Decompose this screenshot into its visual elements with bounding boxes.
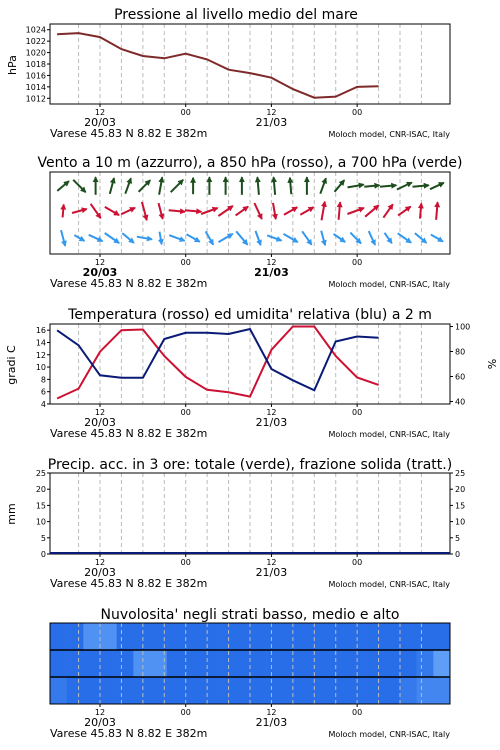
cloud-cell <box>83 677 100 704</box>
wind-700-arrow <box>348 185 364 188</box>
y-tick-label: 0 <box>455 550 461 559</box>
x-tick-label: 00 <box>180 408 191 417</box>
humidity-line <box>57 329 379 390</box>
cloud-cell <box>433 677 450 704</box>
wind-700-arrow <box>110 178 114 194</box>
cloud-cell <box>383 623 400 650</box>
y-tick-label: 1012 <box>25 94 46 104</box>
wind-850-arrow <box>72 209 87 213</box>
wind-700-arrow <box>413 185 429 186</box>
cloud-cell <box>417 650 434 677</box>
wind-700-arrow <box>57 181 69 191</box>
wind-700-arrow <box>159 177 162 194</box>
cloud-title: Nuvolosita' negli strati basso, medio e alto <box>100 607 400 623</box>
wind-10m-arrow <box>321 231 325 246</box>
wind-850-arrow <box>105 207 119 215</box>
model-credit: Moloch model, CNR-ISAC, Italy <box>328 580 450 589</box>
cloud-cell <box>283 650 300 677</box>
x-tick-label: 12 <box>266 558 277 567</box>
wind-850-arrow <box>365 205 379 216</box>
cloud-cell <box>50 677 67 704</box>
cloud-cell <box>400 650 417 677</box>
x-tick-label: 12 <box>94 558 106 567</box>
model-credit: Moloch model, CNR-ISAC, Italy <box>328 130 450 139</box>
cloud-cell <box>400 677 417 704</box>
cloud-cell <box>83 650 100 677</box>
wind-10m-arrow <box>385 233 392 243</box>
y-tick-label: 10 <box>35 363 46 373</box>
cloud-cell <box>67 677 84 704</box>
x-tick-label: 00 <box>352 708 363 717</box>
wind-850-arrow <box>339 202 341 220</box>
cloud-cell <box>283 623 300 650</box>
wind-850-arrow <box>218 206 232 216</box>
location-label: Varese 45.83 N 8.82 E 382m <box>50 727 208 740</box>
wind-850-arrow <box>121 208 135 214</box>
wind-10m-arrow <box>302 231 311 244</box>
wind-10m-arrow <box>256 231 261 245</box>
wind-700-arrow <box>290 178 291 194</box>
date-label: 21/03 <box>255 716 288 729</box>
x-tick-label: 12 <box>266 708 277 717</box>
wind-10m-arrow <box>74 235 84 241</box>
date-label: 20/03 <box>84 716 116 729</box>
x-tick-label: 12 <box>94 258 106 267</box>
y-tick-label: 0 <box>40 550 46 559</box>
wind-700-arrow <box>364 185 379 186</box>
cloud-cell <box>250 623 267 650</box>
wind-10m-arrow <box>267 235 281 240</box>
cloud-cell <box>350 623 367 650</box>
wind-700-arrow <box>274 177 276 195</box>
location-label: Varese 45.83 N 8.82 E 382m <box>50 427 208 440</box>
cloud-cell <box>233 623 250 650</box>
x-tick-label: 00 <box>180 558 191 567</box>
wind-700-arrow <box>125 178 131 193</box>
wind-10m-arrow <box>187 234 200 242</box>
model-credit: Moloch model, CNR-ISAC, Italy <box>328 730 450 739</box>
model-credit: Moloch model, CNR-ISAC, Italy <box>328 280 450 289</box>
y-tick-label: 4 <box>40 400 46 409</box>
y-tick-label: 5 <box>455 533 461 543</box>
cloud-cell <box>317 623 334 650</box>
x-tick-label: 00 <box>352 558 363 567</box>
wind-850-arrow <box>63 205 64 218</box>
wind-10m-arrow <box>169 235 184 241</box>
cloud-cell <box>350 650 367 677</box>
plot-frame <box>50 24 450 104</box>
y-tick-label: 20 <box>455 485 466 495</box>
wind-10m-arrow <box>61 230 65 246</box>
y-tick-label: 15 <box>35 501 46 511</box>
wind-10m-arrow <box>350 233 361 244</box>
date-label: 21/03 <box>254 266 289 279</box>
cloud-cell <box>133 677 150 704</box>
cloud-cell <box>250 677 267 704</box>
cloud-cell <box>117 677 134 704</box>
wind-850-arrow <box>273 203 276 219</box>
pressure-ylabel: hPa <box>6 55 19 75</box>
cloud-cell <box>50 623 67 650</box>
cloud-cell <box>100 623 117 650</box>
wind-700-arrow <box>380 185 396 186</box>
location-label: Varese 45.83 N 8.82 E 382m <box>50 577 208 590</box>
cloud-panel <box>50 623 450 740</box>
y-tick-label: 25 <box>35 469 46 478</box>
wind-700-arrow <box>320 178 326 193</box>
wind-10m-arrow <box>415 233 427 243</box>
precip-panel <box>36 469 465 590</box>
pressure-panel <box>26 24 451 140</box>
cloud-cell <box>167 650 184 677</box>
y-tick-label: 25 <box>455 469 466 478</box>
cloud-cell <box>383 677 400 704</box>
x-tick-label: 00 <box>180 258 191 267</box>
y-tick-label: 1020 <box>25 48 46 58</box>
wind-10m-arrow <box>219 234 233 242</box>
cloud-cell <box>217 623 234 650</box>
cloud-cell <box>317 677 334 704</box>
model-credit: Moloch model, CNR-ISAC, Italy <box>328 430 450 439</box>
date-label: 21/03 <box>255 566 288 579</box>
cloud-cell <box>83 623 100 650</box>
wind-10m-arrow <box>236 231 247 244</box>
precip-ylabel: mm <box>5 503 18 525</box>
cloud-cell <box>367 677 384 704</box>
y-tick-label: 1016 <box>25 71 46 81</box>
cloud-cell <box>267 677 284 704</box>
precip-title: Precip. acc. in 3 ore: totale (verde), frazione solida (tratt.) <box>47 457 453 473</box>
y-tick-label: 100 <box>455 322 471 332</box>
date-label: 21/03 <box>255 116 288 129</box>
x-tick-label: 12 <box>266 408 277 417</box>
temperature-line <box>57 327 379 399</box>
cloud-cell <box>50 650 67 677</box>
y-tick-label: 8 <box>40 375 46 385</box>
wind-850-arrow <box>436 202 438 220</box>
wind-10m-arrow <box>122 233 134 243</box>
x-tick-label: 12 <box>266 258 277 267</box>
date-label: 20/03 <box>84 416 116 429</box>
wind-850-arrow <box>236 207 249 216</box>
temp-title: Temperatura (rosso) ed umidita' relativa (blu) a 2 m <box>68 307 432 323</box>
cloud-cell <box>100 650 117 677</box>
wind-850-arrow <box>383 204 392 217</box>
date-label: 21/03 <box>255 416 288 429</box>
wind-700-arrow <box>139 180 151 192</box>
x-tick-label: 00 <box>352 258 363 267</box>
y-tick-label: 1018 <box>25 60 46 69</box>
y-tick-label: 15 <box>455 501 466 511</box>
cloud-cell <box>167 623 184 650</box>
cloud-cell <box>67 650 84 677</box>
pressure-line <box>57 33 379 98</box>
y-tick-label: 60 <box>455 372 466 382</box>
wind-850-arrow <box>254 203 261 219</box>
cloud-cell <box>117 623 134 650</box>
wind-700-arrow <box>257 177 259 195</box>
cloud-cell <box>200 623 217 650</box>
x-tick-label: 12 <box>94 408 106 417</box>
y-tick-label: 40 <box>455 397 466 407</box>
wind-10m-arrow <box>431 235 443 242</box>
cloud-cell <box>217 650 234 677</box>
x-tick-label: 00 <box>352 408 363 417</box>
cloud-cell <box>433 623 450 650</box>
cloud-cell <box>100 677 117 704</box>
y-tick-label: 6 <box>40 387 46 397</box>
pressure-title: Pressione al livello medio del mare <box>114 7 358 23</box>
y-tick-label: 10 <box>35 517 46 527</box>
wind-10m-arrow <box>284 234 298 242</box>
wind-850-arrow <box>159 203 163 219</box>
date-label: 20/03 <box>82 266 118 279</box>
x-tick-label: 00 <box>352 108 363 117</box>
y-tick-label: 80 <box>455 347 466 357</box>
wind-850-arrow <box>420 203 421 218</box>
y-tick-label: 1014 <box>25 82 46 92</box>
y-tick-label: 14 <box>35 338 46 348</box>
wind-850-arrow <box>169 210 185 211</box>
plot-frame <box>50 324 450 404</box>
cloud-cell <box>417 677 434 704</box>
wind-10m-arrow <box>369 231 375 245</box>
cloud-cell <box>433 650 450 677</box>
wind-title: Vento a 10 m (azzurro), a 850 hPa (rosso), a 700 hPa (verde) <box>37 155 463 171</box>
y-tick-label: 12 <box>35 350 46 360</box>
cloud-cell <box>200 650 217 677</box>
cloud-cell <box>117 650 134 677</box>
cloud-cell <box>383 650 400 677</box>
cloud-cell <box>283 677 300 704</box>
wind-panel <box>50 172 450 290</box>
date-label: 20/03 <box>84 566 116 579</box>
y-tick-label: 1022 <box>25 37 46 47</box>
location-label: Varese 45.83 N 8.82 E 382m <box>50 277 208 290</box>
cloud-cell <box>133 623 150 650</box>
cloud-cell <box>67 623 84 650</box>
cloud-cell <box>217 677 234 704</box>
wind-850-arrow <box>284 207 297 215</box>
wind-850-arrow <box>322 202 325 221</box>
cloud-cell <box>267 650 284 677</box>
wind-850-arrow <box>347 208 364 214</box>
cloud-cell <box>350 677 367 704</box>
y-tick-label: 10 <box>455 517 466 527</box>
wind-700-arrow <box>73 180 85 192</box>
x-tick-label: 12 <box>94 108 106 117</box>
wind-700-arrow <box>171 180 183 192</box>
cloud-cell <box>417 623 434 650</box>
cloud-cell <box>233 677 250 704</box>
wind-850-arrow <box>300 207 313 215</box>
cloud-cell <box>317 650 334 677</box>
y-tick-label: 5 <box>40 533 46 543</box>
cloud-cell <box>167 677 184 704</box>
cloud-cell <box>367 650 384 677</box>
x-tick-label: 12 <box>266 108 277 117</box>
y-tick-label: 16 <box>35 326 46 336</box>
x-tick-label: 00 <box>180 708 191 717</box>
wind-850-arrow <box>201 208 218 214</box>
x-tick-label: 00 <box>180 108 191 117</box>
wind-10m-arrow <box>105 233 119 243</box>
cloud-cell <box>400 623 417 650</box>
temp-panel <box>36 323 470 441</box>
location-label: Varese 45.83 N 8.82 E 382m <box>50 127 208 140</box>
cloud-cell <box>133 650 150 677</box>
y-tick-label: 1024 <box>25 25 46 35</box>
cloud-cell <box>233 650 250 677</box>
cloud-cell <box>367 623 384 650</box>
x-tick-label: 12 <box>94 708 106 717</box>
wind-700-arrow <box>397 183 412 190</box>
temp-ylabel-right: % <box>485 358 498 370</box>
cloud-cell <box>200 677 217 704</box>
cloud-cell <box>250 650 267 677</box>
wind-700-arrow <box>430 183 444 189</box>
plot-frame <box>50 473 450 554</box>
y-tick-label: 20 <box>35 485 46 495</box>
wind-850-arrow <box>91 204 101 218</box>
temp-ylabel-left: gradi C <box>5 345 18 385</box>
wind-10m-arrow <box>160 232 162 245</box>
wind-850-arrow <box>185 210 201 211</box>
cloud-cell <box>267 623 284 650</box>
date-label: 20/03 <box>84 116 116 129</box>
wind-10m-arrow <box>137 237 152 240</box>
